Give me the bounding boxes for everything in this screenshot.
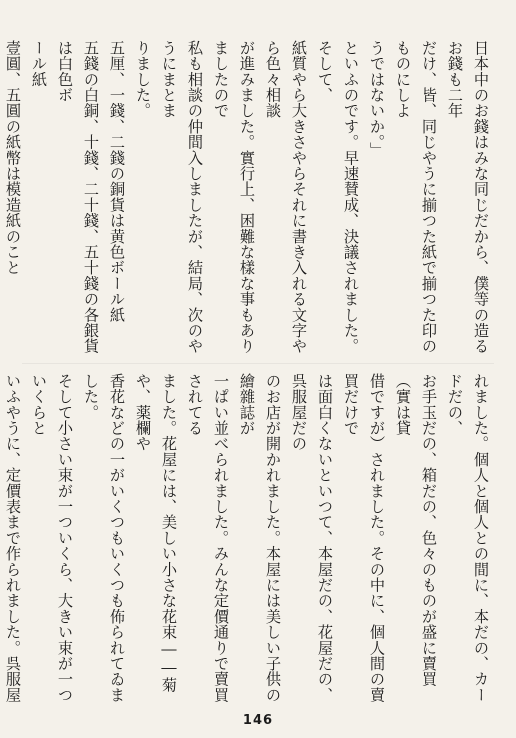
text-line: ました。花屋には、美しい小さな花束――菊や、薬欄や xyxy=(134,373,178,693)
text-line: といふのです。早速賛成、決議されました。そして、 xyxy=(316,40,360,354)
text-line: りました。 xyxy=(134,40,152,119)
text-line: のお店が開かれました。本屋には美しい子供の繪雜誌が xyxy=(238,373,282,703)
text-line: 一ぱい並べられました。みんな定價通りで賣買されてる xyxy=(186,373,230,703)
text-line: 五厘、一錢、二錢の銅貨は黄色ボール紙 xyxy=(108,40,126,323)
text-line: そして小さい束が一ついくら、大きい束が一ついくらと xyxy=(30,373,74,703)
text-line: れました。個人と個人との間に、本だの、カードだの、 xyxy=(446,373,490,703)
text-line: 壹圓、五圓の紙幣は模造紙のこと xyxy=(4,40,22,276)
text-line: 香花などの一がいくつもいくつも佈られてゐました。 xyxy=(82,373,126,703)
text-line: ール紙 xyxy=(30,40,48,88)
section-gap xyxy=(22,363,494,364)
text-line: は面白くないといつて、本屋だの、花屋だの、呉服屋だの xyxy=(290,373,334,703)
page-number: 146 xyxy=(242,713,274,728)
text-line: いふやうに、定價表まで作られました。呉服屋 xyxy=(4,373,22,703)
text-line: お手玉だの、箱だの、色々のものが盛に賣買（實は貸 xyxy=(394,373,438,687)
text-line: 五錢の白銅、十錢、二十錢、五十錢の各銀貨は白色ボ xyxy=(56,40,100,354)
text-line: が進みました。實行上、困難な樣な事もありましたので xyxy=(212,40,256,354)
text-line: 日本中のお錢はみな同じだから、僕等の造るお錢も二年 xyxy=(446,40,490,354)
text-line: 私も相談の仲間入しましたが、結局、次のやうにまとま xyxy=(160,40,204,354)
text-line: 紙質やら大きさやらそれに書き入れる文字やら色々相談 xyxy=(264,40,308,354)
text-line: うではないか。」 xyxy=(368,40,386,158)
text-line: 借ですが）されました。その中に、個人間の賣買だけで xyxy=(342,373,386,703)
bottom-text-block xyxy=(4,373,494,706)
top-text-block xyxy=(4,40,494,358)
text-line: だけ、皆、同じやうに揃つた紙で揃つた印のものにしよ xyxy=(394,40,438,354)
